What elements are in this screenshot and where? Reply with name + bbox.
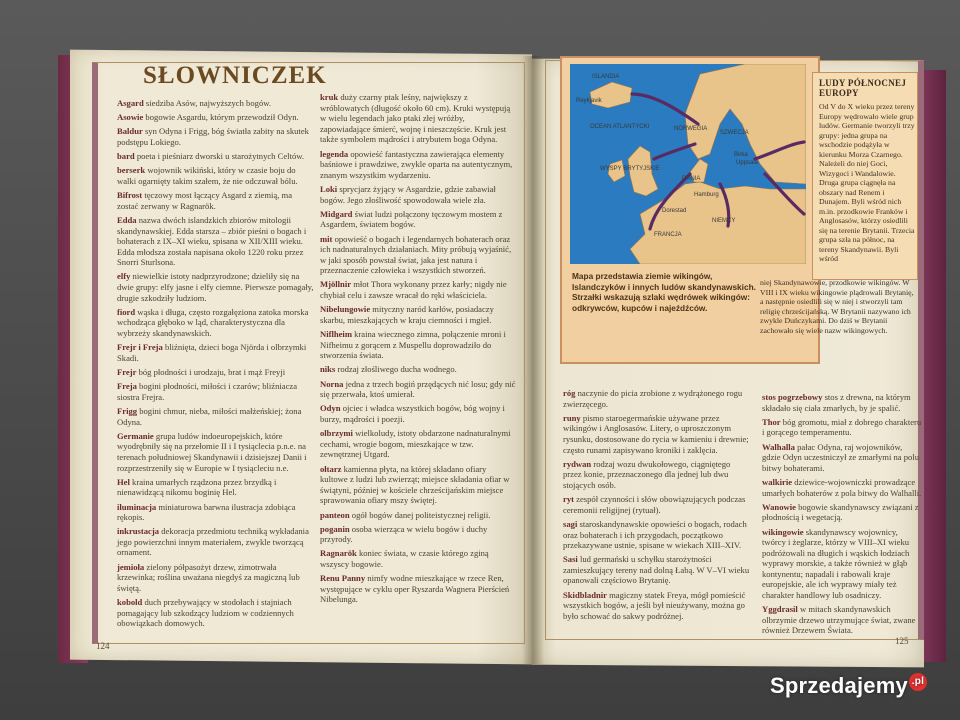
glossary-entry [563,459,751,491]
map-label-hamburg: Hamburg [694,192,719,198]
glossary-entry [320,524,516,545]
glossary-entry [563,413,751,455]
glossary-definition: tęczowy most łączący Asgard z ziemią, ma zostać zerwany w Ragnarök. [117,190,293,211]
glossary-definition: rodzaj wozu dwukołowego, ciągniętego przez konie, przeznaczonego dla jednej lub dwu stojących osób. [563,458,731,490]
glossary-term: runy [563,412,581,423]
map-label-iceland: ISLANDIA [592,74,620,80]
glossary-definition: koniec świata, w czasie którego zginą wszyscy bogowie. [320,548,489,570]
glossary-definition: bogini płodności, miłości i czarów; bliźniacza siostra Frejra. [117,381,298,402]
glossary-term: Asgard [117,98,144,108]
glossary-definition: jedna z trzech bogiń przędących nić losu; gdy nić się przerwała, ktoś umierał. [320,378,516,400]
glossary-entry [117,526,315,558]
glossary-entry [320,149,516,181]
glossary-term: Frejr i Freja [117,342,163,353]
glossary-entry [563,590,751,622]
map-label-british-isles: WYSPY BRYTYJSKIE [600,166,660,172]
glossary-definition: syn Odyna i Frigg, bóg światła zabity na skutek podstępu Lokiego. [117,126,309,147]
glossary-term: Renu Panny [320,573,366,584]
glossary-definition: bóg płodności i urodzaju, brat i mąż Freyji [138,367,286,377]
map-label-birka: Birka [734,152,748,158]
map-label-france: FRANCJA [654,232,682,238]
glossary-definition: siedziba Asów, najwyższych bogów. [145,98,272,108]
sidebar-title: LUDY PÓŁNOCNEJ EUROPY [819,78,907,98]
glossary-entry [117,190,315,211]
glossary-definition: niewielkie istoty nadprzyrodzone; dzieliły się na dwie grupy: elfy jasne i elfy ciemne. Pierwsze pomagały, drugie szkodziły ludziom. [117,271,314,303]
glossary-term: stos pogrzebowy [762,392,823,402]
glossary-entry [117,502,315,523]
glossary-definition: opowieść o bogach i legendarnych bohaterach oraz ich nadnaturalnych działaniach. Mity próbują wyjaśnić, w jaki sposób powstał świat, jaka jest natura i przeznaczenie człowieka i wszystkich stworzeń. [320,233,512,276]
glossary-entry [320,403,516,424]
glossary-term: poganin [320,523,350,534]
glossary-entry [117,307,315,339]
glossary-term: Nibelungowie [320,304,371,315]
map-label-reykjavik: Reykjavik [576,98,602,104]
glossary-definition: lud germański u schyłku starożytności zamieszkujący tereny nad dolną Łabą. W V–VI wieku opanowali częściowo Brytanię. [563,554,750,586]
glossary-definition: w mitach skandynawskich olbrzymie drzewo utrzymujące świat, zwane również Drzewem Świata. [762,604,916,636]
glossary-entry [117,165,315,186]
map-label-uppsala: Uppsala [736,160,759,166]
glossary-entry [117,406,315,427]
glossary-definition: kraina umarłych rządzona przez brzydką i nienawidzącą nikomu boginię Hel. [117,476,277,498]
glossary-entry [117,126,315,147]
map-label-germany: NIEMCY [712,218,736,224]
glossary-definition: sprycjarz żyjący w Asgardzie, gdzie zabawiał bogów. Jego złośliwość spowodowała wiele zła. [320,183,496,205]
glossary-term: bard [117,151,135,162]
glossary-term: ryt [563,494,574,505]
glossary-term: róg [563,388,576,398]
glossary-entry [117,562,315,594]
glossary-entry [320,364,516,375]
page-number-right: 125 [895,636,909,646]
glossary-column-d [762,392,922,640]
glossary-term: iluminacja [117,501,157,512]
glossary-term: Ragnarök [320,548,357,559]
glossary-term: rydwan [563,458,592,469]
glossary-definition: wojownik wikiński, który w czasie boju do walki ogarnięty takim szałem, że nie odczuwał bólu. [117,165,298,186]
glossary-entry [117,342,315,363]
glossary-entry [320,548,516,569]
glossary-term: sagi [563,518,578,529]
glossary-definition: duch przebywający w stodołach i stajniach pomagający lub szkodzący ludziom w codziennych obowiązkach domowych. [117,597,294,629]
glossary-term: jemioła [117,561,145,572]
glossary-entry [320,209,516,230]
glossary-definition: młot Thora wykonany przez karły; nigdy nie chybiał celu i zawsze wracał do ręki właściciela. [320,279,507,301]
glossary-definition: naczynie do picia zrobione z wydrążonego rogu zwierzęcego. [563,388,743,409]
map-label-denmark: DANIA [682,176,701,182]
page-number-left: 124 [96,641,110,651]
glossary-term: fiord [117,306,136,317]
glossary-definition: bogowie skandynawscy związani z płodnością i wegetacją. [762,501,919,523]
glossary-term: Norna [320,378,344,389]
glossary-entry [117,271,315,303]
map-label-norway: NORWEGIA [674,126,708,132]
glossary-term: legenda [320,148,349,159]
glossary-column-c [563,388,751,625]
map-label-sweden: SZWECJA [720,130,749,136]
glossary-definition: pismo staroegermańskie używane przez wikingów i Anglosasów. Litery, o uproszczonym rysunku, dostosowane do rycia w kamieniu i drewnie; często runami zapisywano kroniki i zaklęcia. [563,412,749,455]
glossary-definition: zielony półpasożyt drzew, zimotrwała krzewinka; roślina uważana niegdyś za magiczną lub świętą. [117,561,300,593]
glossary-definition: wąska i długa, często rozgałęziona zatoka morska wchodząca głęboko w ląd, charakterystyczna dla wybrzeży skandynawskich. [117,306,309,339]
glossary-term: berserk [117,165,146,176]
glossary-term: Hel [117,476,130,487]
book-gutter [522,56,544,664]
glossary-entry [563,519,751,551]
glossary-term: inkrustacja [117,526,160,537]
glossary-entry [320,234,516,276]
glossary-definition: ogół bogów danej politeistycznej religii. [351,509,491,520]
glossary-term: olbrzymi [320,428,353,439]
glossary-term: Odyn [320,403,341,414]
glossary-definition: poeta i pieśniarz dworski u starożytnych Celtów. [136,151,305,162]
glossary-entry [117,151,315,162]
glossary-entry [117,112,315,123]
glossary-entry [762,477,922,498]
glossary-entry [320,510,516,521]
glossary-term: Baldur [117,126,143,137]
page-title: SŁOWNICZEK [143,62,327,89]
glossary-entry [762,527,922,601]
glossary-term: wikingowie [762,526,804,537]
glossary-entry [320,379,516,400]
glossary-entry [320,329,516,361]
glossary-entry [320,279,516,300]
glossary-definition: miniaturowa barwna ilustracja zdobiąca rękopis. [117,501,296,523]
glossary-term: walkirie [762,476,793,487]
glossary-term: ołtarz [320,463,342,474]
map-label-dorestad: Dorestad [662,208,687,214]
glossary-entry [117,477,315,498]
glossary-entry [563,494,751,515]
glossary-definition: bóg gromotu, miał z dobrego charakteru i gorącego temperamentu. [762,416,922,438]
glossary-definition: świat ludzi połączony tęczowym mostem z Asgardem, światem bogów. [320,208,503,230]
glossary-entry [762,417,922,438]
glossary-definition: ojciec i władca wszystkich bogów, bóg wojny i burzy, mądrości i poezji. [320,403,505,424]
glossary-definition: zespół czynności i słów obowiązujących podczas ceremonii religijnej (rytuał). [563,494,746,515]
glossary-entry [762,442,922,474]
glossary-term: Germanie [117,430,154,441]
glossary-definition: stos z drewna, na którym składało się ciała zmarłych, by je spalić. [762,392,911,413]
glossary-term: Frejr [117,367,137,377]
glossary-term: Frigg [117,405,138,416]
viking-map [570,64,806,264]
glossary-definition: dekoracja przedmiotu techniką wykładania jego powierzchni innym materiałem, zwykle tworzącą ornament. [117,526,309,558]
glossary-definition: osoba wierząca w wielu bogów i duchy przyrody. [320,523,488,545]
glossary-term: Freja [117,381,137,392]
glossary-entry [117,597,315,629]
glossary-definition: kamienna płyta, na której składano ofiary kultowe z ludzi lub zwierząt; miejsce składania ofiar w świątyni, później w kościele chrześcijańskim miejsce sprawowania ofiary mszy świętej. [320,463,510,506]
glossary-term: Mjöllnir [320,279,352,290]
glossary-definition: nimfy wodne mieszkające w rzece Ren, występujące w cyklu oper Ryszarda Wagnera Pierścień Nibelunga. [320,573,510,605]
glossary-definition: grupa ludów indoeuropejskich, które wyodrębniły się na przełomie II i I tysiąclecia p.n.e. na terenach południowej Skandynawii i dzisiejszej Danii i rozprzestrzeniły się w Europie w I tysiącleciu n.e. [117,430,307,473]
glossary-term: Sasi [563,554,578,565]
watermark-text: Sprzedajemy [770,673,908,698]
glossary-term: elfy [117,271,131,282]
glossary-term: kobold [117,597,143,608]
glossary-term: Edda [117,214,137,225]
glossary-entry [117,98,315,109]
glossary-term: Skidbladnir [563,589,607,600]
glossary-entry [320,573,516,605]
glossary-entry [117,367,315,378]
map-label-atlantic: OCEAN ATLANTYCKI [590,124,650,130]
glossary-entry [563,554,751,586]
glossary-definition: nazwa dwóch islandzkich zbiorów mitologii skandynawskiej. Edda starsza – zbiór pieśni o bogach i bohaterach z IX–XI wieku, spisana w XII/XIII wieku. Edda młodsza została napisana około 1220 roku przez Snorri Sturlsona. [117,214,307,268]
glossary-column-a [117,98,315,632]
glossary-entry [762,604,922,636]
glossary-term: Loki [320,183,338,194]
glossary-definition: mityczny naród karłów, posiadaczy skarbu, mieszkających w kraju ciemności i mgieł. [320,304,494,325]
glossary-term: Thor [762,416,781,427]
glossary-definition: wielkoludy, istoty obdarzone nadnaturalnymi cechami, wrogie bogom, mieszkające w tzw. zewnętrznej Utgard. [320,428,511,460]
glossary-term: niks [320,364,336,375]
glossary-column-b [320,92,516,609]
glossary-definition: staroskandynawskie opowieści o bogach, rodach oraz bohaterach i ich przygodach, początkowo przekazywane ustnie, spisane w wiekach XIII–XIV. [563,518,747,551]
glossary-definition: skandynawscy wojownicy, twórcy i żeglarze, którzy w VIII–XI wieku podróżowali na długich i wąskich łodziach wyprawy morskie, a także również w głąb kontynentu; napadali i rabowali kraje europejskie, ale ich wyprawy miały też charakter handlowy lub osadniczy. [762,526,910,601]
glossary-entry [117,381,315,402]
glossary-term: mit [320,233,333,244]
glossary-definition: rodzaj złośliwego ducha wodnego. [337,364,457,375]
glossary-entry [320,428,516,460]
glossary-definition: bogowie Asgardu, którym przewodził Odyn. [145,112,299,123]
glossary-term: Yggdrasil [762,604,798,615]
glossary-definition: pałac Odyna, raj wojowników, gdzie Odyn uczestniczył ze zmarłymi na polu bitwy bohaterami. [762,441,920,473]
sidebar-text: Od V do X wieku przez tereny Europy wędrowało wiele grup ludów. Germanie tworzyli trzy grupy: jedna grupa na wschodzie podążyła w kierunku Morza Czarnego. Należeli do niej Goci, Wizygoci i Wandalowie. Druga grupa ciągnęła na obszary nad Renem i Dunajem. Byli wśród nich m.in. przodkowie Franków i Anglosasów, którzy osiedlili się na terenie Brytanii. Trzecia grupa szła na północ, na tereny Skandynawii. Byli wśród [819,102,915,263]
glossary-entry [762,392,922,413]
glossary-definition: dziewice-wojowniczki prowadzące umarłych bohaterów z pola bitwy do Walhalli. [762,476,922,498]
glossary-definition: opowieść fantastyczna zawierająca elementy baśniowe i prawdziwe, zwykle oparta na autentycznym, znanym wszystkim wydarzeniu. [320,148,513,180]
glossary-term: Niflheim [320,329,352,340]
glossary-entry [762,502,922,523]
glossary-definition: bliźnięta, dzieci boga Njörda i olbrzymki Skadi. [117,342,307,363]
watermark-logo [770,673,927,699]
glossary-entry [320,464,516,506]
glossary-term: kruk [320,92,339,102]
sidebar-text-continued: niej Skandynawowie, przodkowie wikingów. W VIII i IX wieku wikingowie plądrowali Brytanię, a następnie osiedlili się w niej i stworzyli tam religię chrześcijańską. W Brytanii nazywano ich zwykle Duńczykami. Do dziś w Brytanii zachowało się wiele nazw wikingowych. [760,278,914,335]
glossary-definition: magiczny statek Freya, mógł pomieścić wszystkich bogów, a jeśli był nieużywany, można go było schować do sakwy podróżnej. [563,589,746,621]
glossary-definition: kraina wiecznego zimna, połączenie mroni i Nifheimu z gorącem z Muspellu doprowadziło do stworzenia świata. [320,329,506,361]
glossary-term: Midgard [320,208,353,219]
watermark-badge: .pl [909,673,927,691]
map-caption: Mapa przedstawia ziemie wikingów, Islandczyków i innych ludów skandynawskich. Strzałki wskazują szlaki wędrówek wikingów: odkrywców, kupców i najeźdźców. [572,271,756,313]
glossary-term: Wanowie [762,501,796,512]
glossary-definition: bogini chmur, nieba, miłości małżeńskiej; żona Odyna. [117,405,302,427]
glossary-term: Asowie [117,112,144,123]
glossary-entry [563,388,751,409]
glossary-entry [320,184,516,205]
glossary-entry [320,304,516,325]
glossary-term: Bifrost [117,190,143,201]
glossary-entry [117,431,315,473]
glossary-term: panteon [320,509,350,520]
glossary-entry [117,215,315,268]
glossary-term: Walhalla [762,441,795,452]
glossary-definition: duży czarny ptak leśny, największy z wróblowatych (długość około 60 cm). Kruki występują w wielu legendach jako ptaki złej wróżby, zapowiadające śmierć, wojnę i nieszczęście. Kruk jest także symbolem mądrości i atrybutem boga Odyna. [320,92,511,145]
glossary-entry [320,92,516,145]
